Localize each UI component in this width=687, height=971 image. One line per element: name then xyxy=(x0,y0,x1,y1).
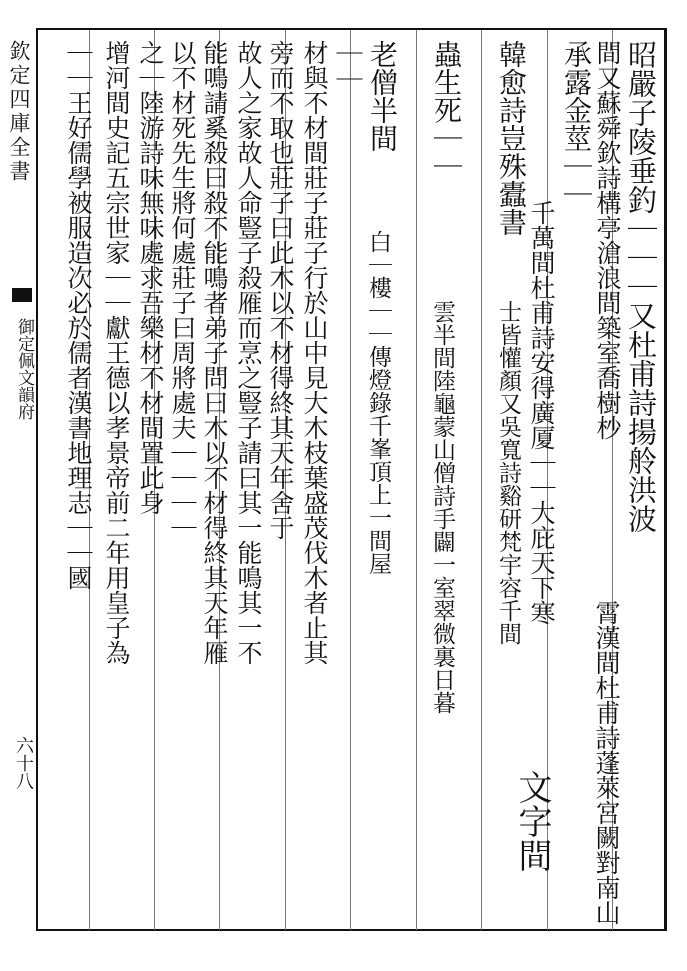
text-column: 增河間史記五宗世家｜｜獻王德以孝景帝前二年用皇子為 xyxy=(102,40,131,665)
frame-bottom-border xyxy=(36,929,666,931)
text-column: ｜｜ xyxy=(332,40,362,92)
text-column: 千萬間杜甫詩安得廣厦｜｜大庇天下寒 xyxy=(527,200,556,625)
text-column: 昭嚴子陵垂釣｜｜｜又杜甫詩揚舲洪波 xyxy=(624,40,658,533)
text-column: 以不材死先生將何處莊子曰周將處夫｜｜｜｜ xyxy=(168,40,197,540)
text-column: 材與不材間莊子莊子行於山中見大木枝葉盛茂伐木者止其 xyxy=(300,40,329,665)
frame-right-border xyxy=(664,28,667,931)
text-column: 白｜樓｜｜傳燈錄千峯頂上一間屋 xyxy=(365,230,391,575)
text-column: 之｜陸游詩味無味處求吾樂材不材間置此身 xyxy=(136,40,165,515)
column-rule xyxy=(481,30,482,930)
frame-top-border xyxy=(36,28,666,30)
text-column: 文字間 xyxy=(512,770,552,872)
text-column: 能鳴請奚殺曰殺不能鳴者弟子問曰木以不材得終其天年雁 xyxy=(200,40,229,665)
text-column: 間又蘇舜欽詩構亭滄浪間築室喬樹杪 xyxy=(593,40,622,440)
text-column: 故人之家故人命豎子殺雁而烹之豎子請曰其一能鳴其一不 xyxy=(234,40,263,665)
text-column: 韓愈詩豈殊蠹書 xyxy=(495,40,528,236)
text-column: 旁而不取也莊子曰此木以不材得終其天年舍于 xyxy=(266,40,295,540)
text-column: 霄漢間杜甫詩蓬萊宮闕對南山 xyxy=(592,600,621,925)
text-column: 蟲生死｜｜ xyxy=(430,40,463,180)
text-column: 雲半間陸龜蒙山僧詩手闢一室翠微裏日暮 xyxy=(429,300,455,714)
margin-rule xyxy=(36,28,38,931)
running-title: 欽定四庫全書 xyxy=(7,40,31,184)
fishtail-mark xyxy=(12,288,32,302)
column-rule xyxy=(350,30,351,930)
folio-number: 六十八 xyxy=(13,736,34,790)
text-column: ｜｜王好儒學被服造次必於儒者漢書地理志｜｜國 xyxy=(64,40,93,590)
column-rule xyxy=(416,30,417,930)
text-column: 士皆懽顏又吳寬詩谿研梵宇容千間 xyxy=(495,300,521,645)
text-column: 承露金莖｜｜ xyxy=(560,40,593,208)
text-column: 老僧半間 xyxy=(366,40,399,152)
book-title: 御定佩文韻府 xyxy=(14,318,34,420)
